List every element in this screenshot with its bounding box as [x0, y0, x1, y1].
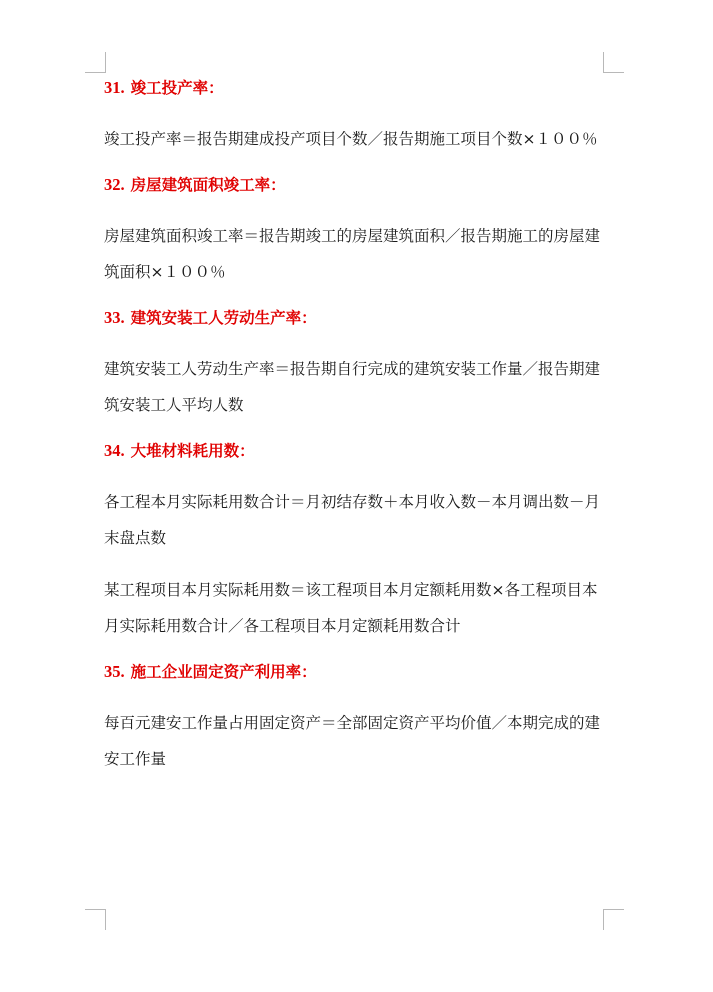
section-33 — [104, 306, 604, 423]
section-title: 建筑安装工人劳动生产率： — [130, 309, 317, 327]
paragraph: 每百元建安工作量占用固定资产＝全部固定资产平均价值／本期完成的建安工作量 — [104, 714, 601, 768]
section-title: 施工企业固定资产利用率： — [130, 663, 317, 681]
section-number: 31. — [104, 78, 125, 97]
crop-mark-top-right — [603, 52, 624, 73]
paragraph: 房屋建筑面积竣工率＝报告期竣工的房屋建筑面积／报告期施工的房屋建筑面积×１００％ — [104, 227, 601, 281]
crop-mark-bottom-right — [603, 909, 624, 930]
section-number: 35. — [104, 662, 125, 681]
section-34 — [104, 439, 604, 644]
section-title: 房屋建筑面积竣工率： — [130, 176, 286, 194]
paragraph: 某工程项目本月实际耗用数＝该工程项目本月定额耗用数×各工程项目本月实际耗用数合计／各工程项目本月定额耗用数合计 — [104, 581, 598, 635]
section-32 — [104, 173, 604, 290]
paragraph: 各工程本月实际耗用数合计＝月初结存数＋本月收入数－本月调出数－月末盘点数 — [104, 493, 601, 547]
section-31 — [104, 76, 604, 157]
paragraph: 建筑安装工人劳动生产率＝报告期自行完成的建筑安装工作量／报告期建筑安装工人平均人数 — [104, 360, 601, 414]
section-heading — [104, 306, 604, 330]
document-body — [104, 76, 604, 793]
paragraph: 竣工投产率＝报告期建成投产项目个数／报告期施工项目个数×１００％ — [104, 130, 598, 148]
section-heading — [104, 439, 604, 463]
section-title: 竣工投产率： — [130, 79, 224, 97]
section-heading — [104, 76, 604, 100]
crop-mark-bottom-left — [85, 909, 106, 930]
section-number: 33. — [104, 308, 125, 327]
section-35 — [104, 660, 604, 777]
section-number: 34. — [104, 441, 125, 460]
section-number: 32. — [104, 175, 125, 194]
section-heading — [104, 173, 604, 197]
crop-mark-top-left — [85, 52, 106, 73]
section-title: 大堆材料耗用数： — [130, 442, 255, 460]
section-heading — [104, 660, 604, 684]
